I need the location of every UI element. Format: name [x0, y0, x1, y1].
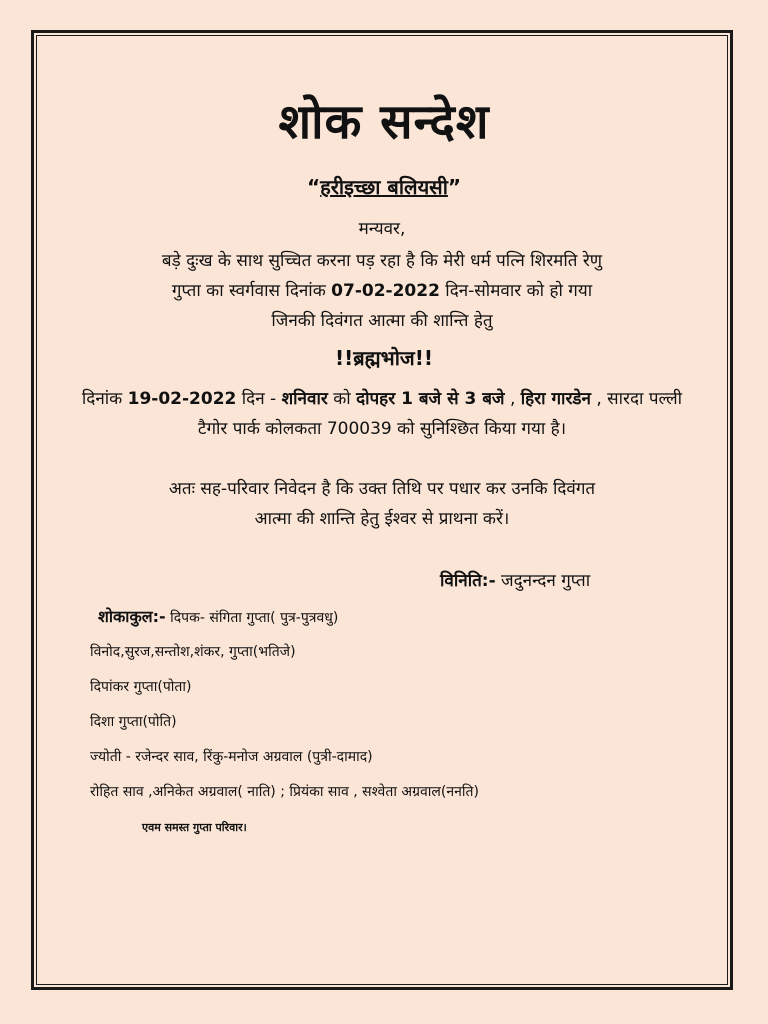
announcement-line-2-start: गुप्ता का स्वर्गवास दिनांक	[171, 281, 332, 301]
event-text-4: ,	[504, 389, 521, 409]
announcement-line-1: बड़े दुःख के साथ सुच्चित करना पड़ रहा है कि मेरी धर्म पत्नि शिरमति रेणु	[161, 251, 603, 271]
request-paragraph	[76, 474, 688, 534]
mourners-label: शोकाकुल:-	[98, 607, 166, 626]
announcement-line-3: जिनकी दिवंगत आत्मा की शान्ति हेतु	[271, 311, 493, 331]
venue-address: , सारदा पल्ली टैगोर पार्क कोलकता 700039 को सुनिश्छित किया गया है।	[197, 389, 683, 439]
announcement-line-2-end: दिन-सोमवार को हो गया	[439, 281, 593, 301]
mourner-entry: दिपांकर गुप्ता(पोता)	[90, 679, 192, 695]
event-time: दोपहर 1 बजे से 3 बजे	[356, 389, 505, 409]
mourner-entry: दिपक- संगिता गुप्ता( पुत्र-पुत्रवधु)	[165, 610, 339, 626]
signature-name: जदुनन्दन गुप्ता	[495, 571, 591, 591]
subtitle-text: हरीइच्छा बलियसी	[320, 175, 448, 199]
announcement-line-2	[76, 276, 688, 306]
death-date: 07-02-2022	[331, 281, 440, 301]
event-date: 19-02-2022	[127, 389, 237, 409]
subtitle-close-quote: ”	[447, 175, 462, 199]
signature-block	[440, 566, 590, 596]
request-line-1: अतः सह-परिवार निवेदन है कि उक्त तिथि पर पधार कर उनकि दिवंगत	[168, 479, 596, 499]
closing-line: एवम समस्त गुप्ता परिवार।	[142, 821, 247, 834]
mourner-entry: विनोद,सुरज,सन्तोश,शंकर, गुप्ता(भतिजे)	[90, 644, 296, 660]
event-text-2: दिन -	[236, 389, 282, 409]
mourner-entry: रोहित साव ,अनिकेत अग्रवाल( नाति) ; प्रियंका साव , सश्वेता अग्रवाल(ननति)	[90, 784, 479, 800]
event-day: शनिवार	[281, 389, 328, 409]
mourner-entry: ज्योती - रजेन्दर साव, रिंकु-मनोज अग्रवाल (पुत्री-दामाद)	[90, 749, 373, 765]
subtitle-open-quote: “	[306, 175, 321, 199]
event-text-3: को	[327, 389, 357, 409]
mourner-entry: दिशा गुप्ता(पोति)	[90, 714, 177, 730]
event-details-paragraph	[76, 384, 688, 444]
subtitle	[0, 170, 768, 204]
page-title: शोक सन्देश	[278, 94, 490, 150]
signature-label: विनिति:-	[440, 571, 496, 591]
request-line-2: आत्मा की शान्ति हेतु ईश्वर से प्राथना करें।	[254, 509, 510, 529]
event-text-1: दिनांक	[81, 389, 128, 409]
mourners-first-line	[90, 602, 479, 637]
mourners-list	[90, 602, 479, 812]
salutation: मन्यवर,	[358, 219, 406, 239]
venue-name: हिरा गारडेन	[520, 389, 591, 409]
announcement-paragraph	[76, 246, 688, 336]
event-heading: !!ब्रह्मभोज!!	[334, 346, 433, 370]
